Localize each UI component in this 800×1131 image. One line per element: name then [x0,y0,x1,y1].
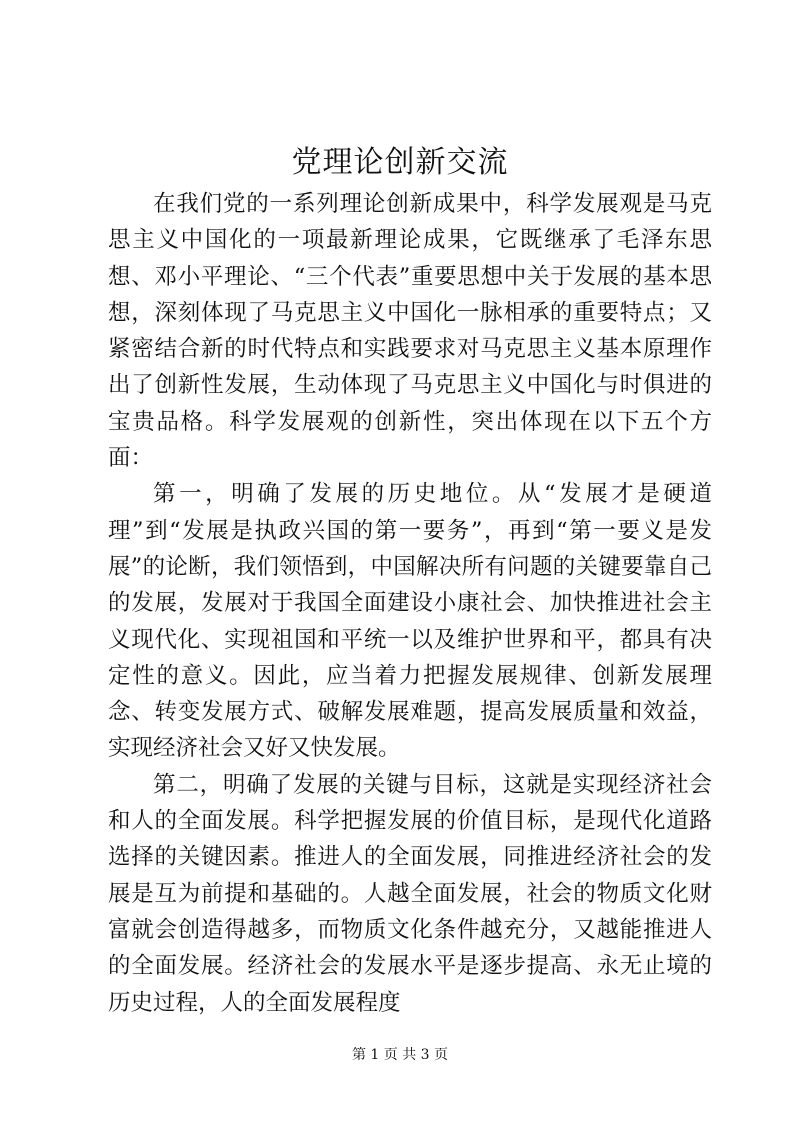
paragraph-first-point: 第一，明确了发展的历史地位。从“发展才是硬道理”到“发展是执政兴国的第一要务”，再到“第一要义是发展”的论断，我们领悟到，中国解决所有问题的关键要靠自己的发展，发展对于我国全面建设小康社会、加快推进社会主义现代化、实现祖国和平统一以及维护世界和平，都具有决定性的意义。因此，应当着力把握发展规律、创新发展理念、转变发展方式、破解发展难题，提高发展质量和效益，实现经济社会又好又快发展。 [108,481,712,762]
paragraph-intro: 在我们党的一系列理论创新成果中，科学发展观是马克思主义中国化的一项最新理论成果，它既继承了毛泽东思想、邓小平理论、“三个代表”重要思想中关于发展的基本思想，深刻体现了马克思主义中国化一脉相承的重要特点；又紧密结合新的时代特点和实践要求对马克思主义基本原理作出了创新性发展，生动体现了马克思主义中国化与时俱进的宝贵品格。科学发展观的创新性，突出体现在以下五个方面： [108,191,712,472]
paragraph-second-point: 第二，明确了发展的关键与目标，这就是实现经济社会和人的全面发展。科学把握发展的价值目标，是现代化道路选择的关键因素。推进人的全面发展，同推进经济社会的发展是互为前提和基础的。人越全面发展，社会的物质文化财富就会创造得越多，而物质文化条件越充分，又越能推进人的全面发展。经济社会的发展水平是逐步提高、永无止境的历史过程，人的全面发展程度 [108,771,712,1016]
document-title: 党理论创新交流 [291,145,509,180]
page-number-footer: 第 1 页 共 3 页 [351,1047,449,1063]
document-body [108,186,712,1021]
